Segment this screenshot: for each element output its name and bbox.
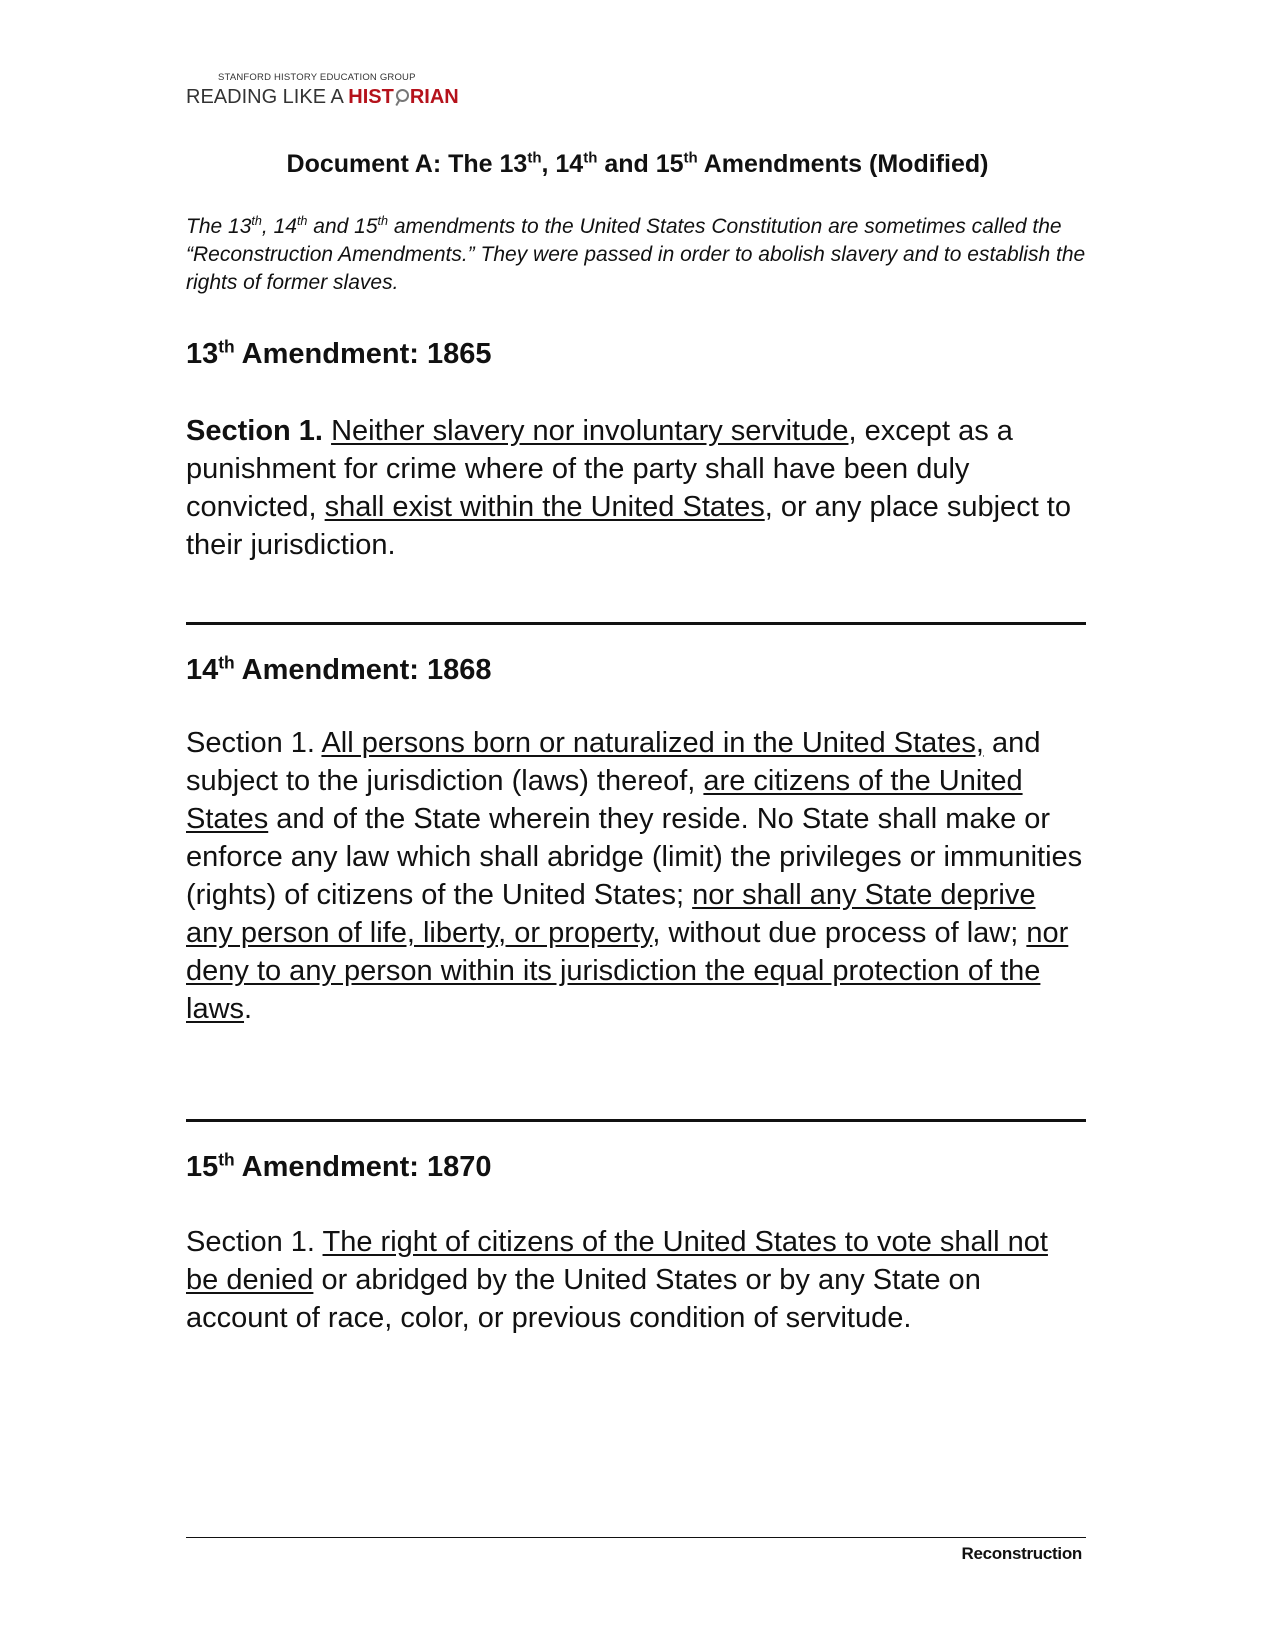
section-divider xyxy=(186,1119,1086,1122)
logo-org-name: STANFORD HISTORY EDUCATION GROUP xyxy=(218,72,416,83)
amendment-14-heading: 14th Amendment: 1868 xyxy=(186,652,492,686)
amendment-15-heading: 15th Amendment: 1870 xyxy=(186,1149,492,1183)
magnifying-glass-icon xyxy=(395,88,409,104)
reading-like-a-historian-logo xyxy=(186,72,459,122)
amendment-13-heading: 13th Amendment: 1865 xyxy=(186,336,492,370)
amendment-14-section-1: Section 1. All persons born or naturalized in the United States, and subject to the jurisdiction (laws) thereof, are citizens of the United States and of the State wherein they reside. No State shall make or enforce any law which shall abridge (limit) the privileges or immunities (rights) of citizens of the United States; nor shall any State deprive any person of life, liberty, or property, without due process of law; nor deny to any person within its jurisdiction the equal protection of the laws. xyxy=(186,727,1083,1025)
document-intro: The 13th, 14th and 15th amendments to the United States Constitution are sometimes called the “Reconstruction Amendments.” They were passed in order to abolish slavery and to establish the rights of former slaves. xyxy=(186,214,1086,294)
amendment-15-section-1: Section 1. The right of citizens of the United States to vote shall not be denied or abridged by the United States or by any State on account of race, color, or previous condition of servitude. xyxy=(186,1226,1048,1334)
footer-label: Reconstruction xyxy=(961,1544,1082,1563)
document-title: Document A: The 13th, 14th and 15th Amendments (Modified) xyxy=(286,149,989,178)
section-divider xyxy=(186,622,1086,625)
logo-wordmark: READING LIKE A HIST RIAN xyxy=(186,86,459,108)
amendment-13-section-1: Section 1. Neither slavery nor involuntary servitude, except as a punishment for crime where of the party shall have been duly convicted, shall exist within the United States, or any place subject to their jurisdiction. xyxy=(186,415,1071,561)
footer-rule xyxy=(186,1537,1086,1538)
